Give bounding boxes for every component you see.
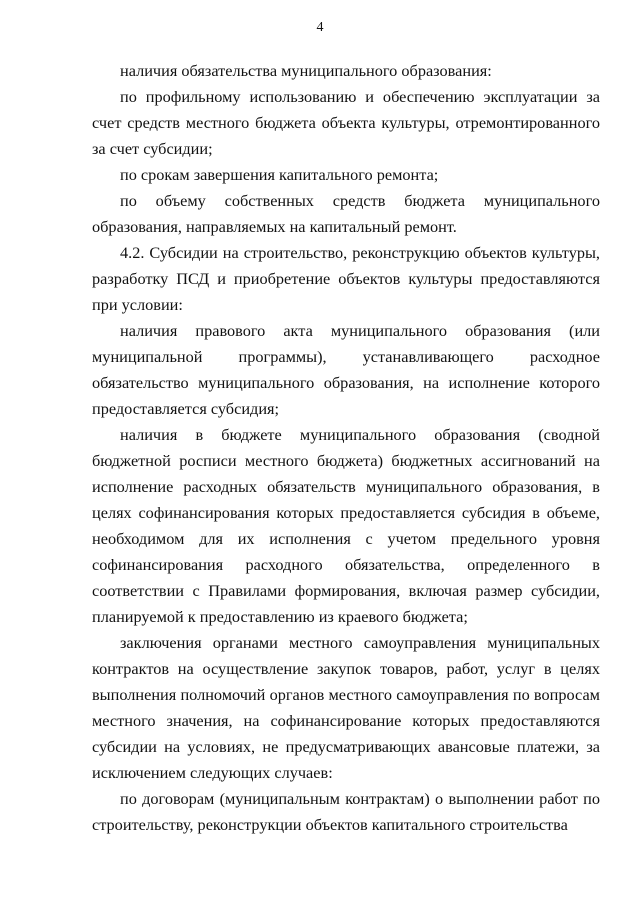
paragraph: 4.2. Субсидии на строительство, реконструкцию объектов культуры, разработку ПСД и приобретение объектов культуры предоставляются при условии: [92, 243, 600, 314]
paragraph: по объему собственных средств бюджета муниципального образования, направляемых на капитальный ремонт. [92, 191, 600, 236]
paragraph: по профильному использованию и обеспечению эксплуатации за счет средств местного бюджета объекта культуры, отремонтированного за счет субсидии; [92, 87, 600, 158]
paragraph: по срокам завершения капитального ремонта; [120, 165, 439, 184]
paragraph: наличия правового акта муниципального образования (или муниципальной программы), устанавливающего расходное обязательство муниципального образования, на исполнение которого предоставляется субсидия; [92, 321, 600, 418]
page-number: 4 [316, 20, 324, 35]
paragraph: по договорам (муниципальным контрактам) о выполнении работ по строительству, реконструкции объектов капитального строительства [92, 789, 600, 834]
paragraph: заключения органами местного самоуправления муниципальных контрактов на осуществление закупок товаров, работ, услуг в целях выполнения полномочий органов местного самоуправления по вопросам местного значения, на софинансирование которых предоставляются субсидии на условиях, не предусматривающих авансовые платежи, за исключением следующих случаев: [92, 633, 600, 782]
paragraph: наличия в бюджете муниципального образования (сводной бюджетной росписи местного бюджета) бюджетных ассигнований на исполнение расходных обязательств муниципального образования, в целях софинансирования которых предоставляется субсидия в объеме, необходимом для их исполнения с учетом предельного уровня софинансирования расходного обязательства, определенного в соответствии с Правилами формирования, включая размер субсидии, планируемой к предоставлению из краевого бюджета; [92, 425, 600, 626]
paragraph: наличия обязательства муниципального образования: [120, 61, 492, 80]
document-body [92, 58, 600, 838]
